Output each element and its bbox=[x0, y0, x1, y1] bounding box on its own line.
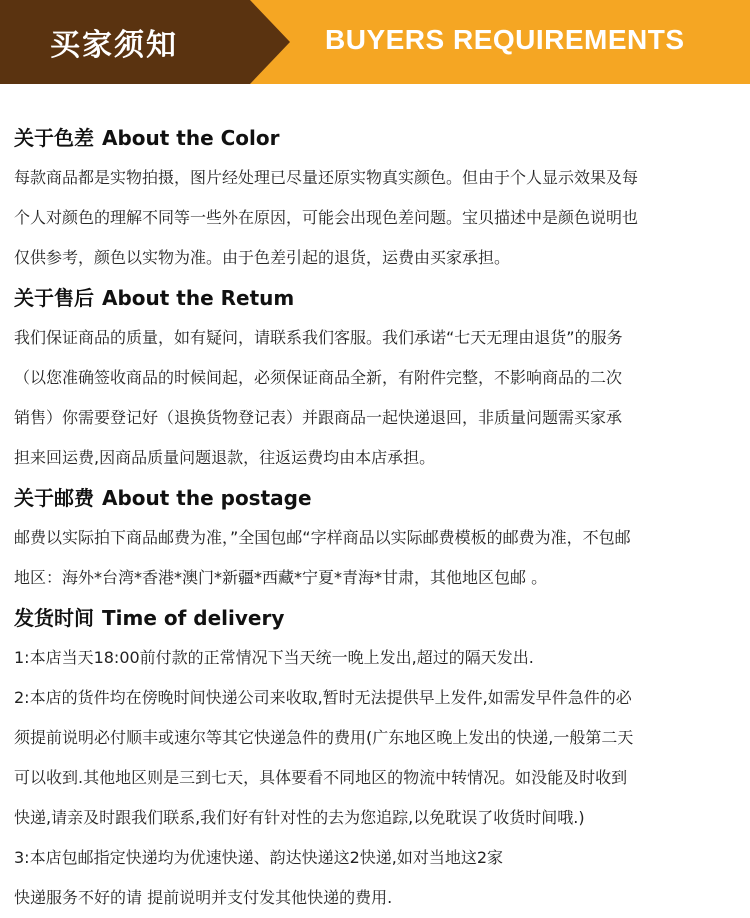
notice-content bbox=[14, 118, 744, 918]
paragraph-line: 须提前说明必付顺丰或速尔等其它快递急件的费用(广东地区晚上发出的快递,一般第二天 bbox=[14, 728, 634, 747]
heading-cn: 发货时间 bbox=[14, 606, 94, 630]
section-heading bbox=[14, 278, 744, 318]
section-delivery bbox=[14, 598, 744, 918]
paragraph-line: 每款商品都是实物拍摄，图片经处理已尽量还原实物真实颜色。但由于个人显示效果及每 bbox=[14, 168, 639, 187]
section-color bbox=[14, 118, 744, 278]
section-heading bbox=[14, 598, 744, 638]
section-return bbox=[14, 278, 744, 478]
paragraph-line: 销售）你需要登记好（退换货物登记表）并跟商品一起快递退回，非质量问题需买家承 bbox=[14, 408, 623, 427]
paragraph-line: 担来回运费,因商品质量问题退款，往返运费均由本店承担。 bbox=[14, 448, 436, 467]
section-heading bbox=[14, 118, 744, 158]
paragraph-line: 个人对颜色的理解不同等一些外在原因，可能会出现色差问题。宝贝描述中是颜色说明也 bbox=[14, 208, 639, 227]
paragraph-line: 快递,请亲及时跟我们联系,我们好有针对性的去为您追踪,以免耽误了收货时间哦.) bbox=[14, 808, 585, 827]
paragraph-line: 我们保证商品的质量，如有疑问，请联系我们客服。我们承诺“七天无理由退货”的服务 bbox=[14, 328, 623, 347]
banner-title-en: BUYERS REQUIREMENTS bbox=[325, 24, 685, 55]
heading-cn: 关于邮费 bbox=[14, 486, 94, 510]
paragraph-line: 快递服务不好的请 提前说明并支付发其他快递的费用. bbox=[14, 888, 393, 907]
banner-title-cn: 买家须知 bbox=[50, 28, 178, 63]
paragraph-line: 仅供参考，颜色以实物为准。由于色差引起的退货，运费由买家承担。 bbox=[14, 248, 511, 267]
paragraph-line: 2:本店的货件均在傍晚时间快递公司来收取,暂时无法提供早上发件,如需发早件急件的必 bbox=[14, 688, 632, 707]
heading-en: Time of delivery bbox=[102, 606, 285, 630]
paragraph-line: 1:本店当天18:00前付款的正常情况下当天统一晚上发出,超过的隔天发出. bbox=[14, 648, 534, 667]
paragraph-line: 邮费以实际拍下商品邮费为准，”全国包邮“字样商品以实际邮费模板的邮费为准，不包邮 bbox=[14, 528, 631, 547]
paragraph-line: 地区：海外*台湾*香港*澳门*新疆*西藏*宁夏*青海*甘肃，其他地区包邮 。 bbox=[14, 568, 548, 587]
section-postage bbox=[14, 478, 744, 598]
heading-en: About the Color bbox=[102, 126, 280, 150]
heading-en: About the Retum bbox=[102, 286, 295, 310]
heading-en: About the postage bbox=[102, 486, 312, 510]
paragraph-line: 3:本店包邮指定快递均为优速快递、韵达快递这2快递,如对当地这2家 bbox=[14, 848, 504, 867]
paragraph-line: 可以收到.其他地区则是三到七天，具体要看不同地区的物流中转情况。如没能及时收到 bbox=[14, 768, 628, 787]
paragraph-line: （以您准确签收商品的时候间起，必须保证商品全新，有附件完整，不影响商品的二次 bbox=[14, 368, 623, 387]
section-heading bbox=[14, 478, 744, 518]
heading-cn: 关于售后 bbox=[14, 286, 94, 310]
heading-cn: 关于色差 bbox=[14, 126, 94, 150]
buyers-requirements-banner bbox=[0, 0, 750, 84]
